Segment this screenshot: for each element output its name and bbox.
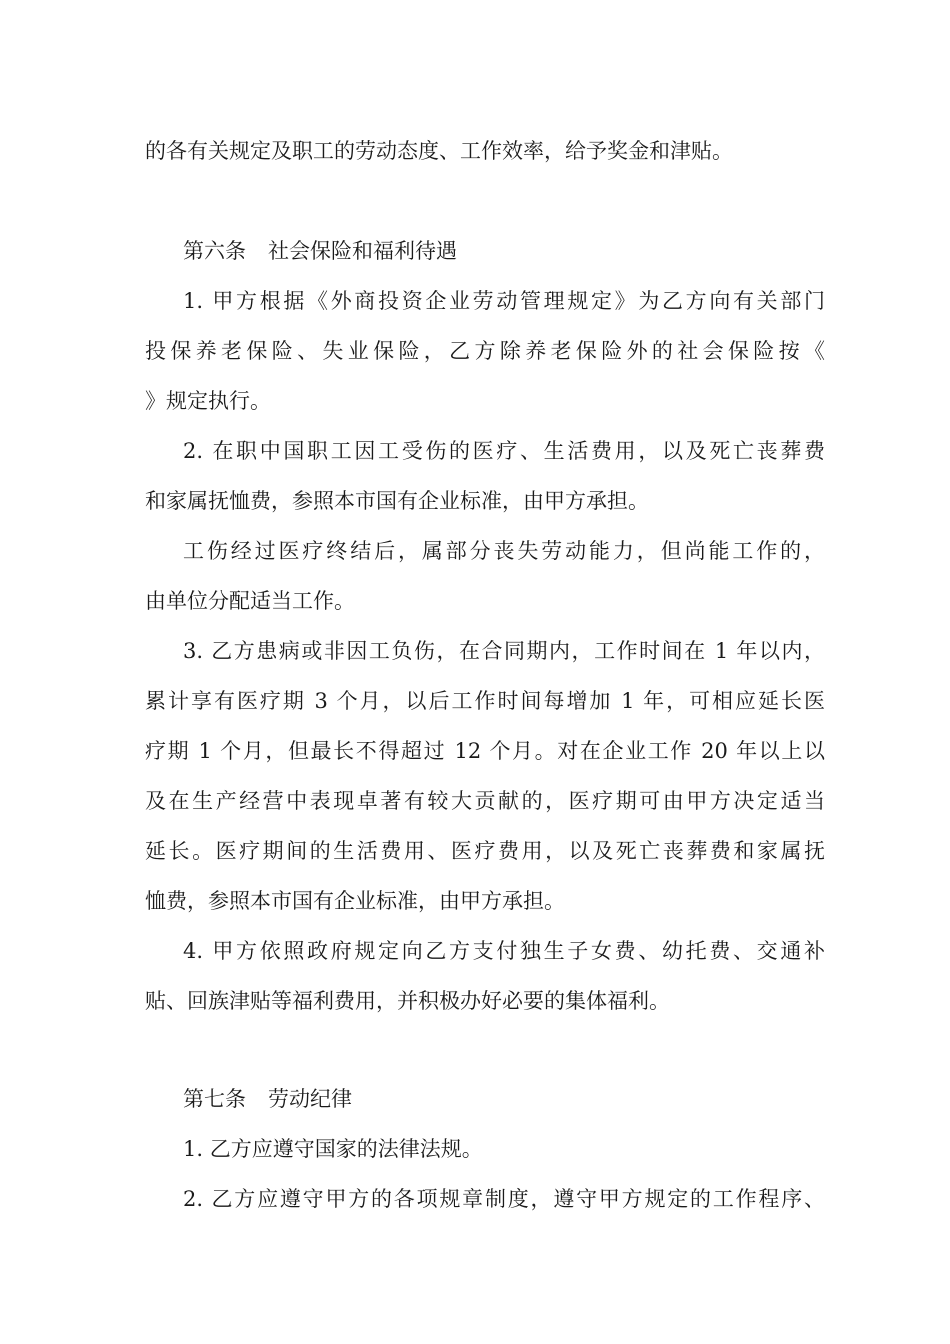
article-heading-6 — [183, 236, 825, 266]
paragraph-line: 1. 乙方应遵守国家的法律法规。 — [183, 1137, 483, 1161]
paragraph-line: 由单位分配适当工作。 — [145, 589, 355, 613]
paragraph-line: 累计享有医疗期 3 个月，以后工作时间每增加 1 年，可相应延长医 — [145, 689, 825, 713]
paragraph-line: 2. 在职中国职工因工受伤的医疗、生活费用，以及死亡丧葬费 — [183, 439, 825, 463]
paragraph-line: 贴、回族津贴等福利费用，并积极办好必要的集体福利。 — [145, 989, 670, 1013]
paragraph-line: 恤费，参照本市国有企业标准，由甲方承担。 — [145, 889, 565, 913]
article-number: 第六条 — [183, 239, 246, 263]
paragraph-line: 的各有关规定及职工的劳动态度、工作效率，给予奖金和津贴。 — [145, 139, 733, 163]
paragraph-line: 延长。医疗期间的生活费用、医疗费用，以及死亡丧葬费和家属抚 — [145, 839, 825, 863]
paragraph-line: 2. 乙方应遵守甲方的各项规章制度，遵守甲方规定的工作程序、 — [183, 1187, 825, 1211]
paragraph-line: 投保养老保险、失业保险，乙方除养老保险外的社会保险按《 — [145, 339, 825, 363]
paragraph-line: 疗期 1 个月，但最长不得超过 12 个月。对在企业工作 20 年以上以 — [145, 739, 825, 763]
paragraph-line: 和家属抚恤费，参照本市国有企业标准，由甲方承担。 — [145, 489, 649, 513]
article-title: 劳动纪律 — [268, 1087, 352, 1111]
article-title: 社会保险和福利待遇 — [268, 239, 457, 263]
article-number: 第七条 — [183, 1087, 246, 1111]
paragraph-line: 3. 乙方患病或非因工负伤，在合同期内，工作时间在 1 年以内， — [183, 639, 825, 663]
paragraph-line: 1. 甲方根据《外商投资企业劳动管理规定》为乙方向有关部门 — [183, 289, 825, 313]
article-heading-7 — [183, 1084, 825, 1114]
paragraph-line: 及在生产经营中表现卓著有较大贡献的，医疗期可由甲方决定适当 — [145, 789, 825, 813]
paragraph-line: 》规定执行。 — [145, 389, 271, 413]
paragraph-line: 工伤经过医疗终结后，属部分丧失劳动能力，但尚能工作的， — [183, 539, 825, 563]
paragraph-line: 4. 甲方依照政府规定向乙方支付独生子女费、幼托费、交通补 — [183, 939, 825, 963]
